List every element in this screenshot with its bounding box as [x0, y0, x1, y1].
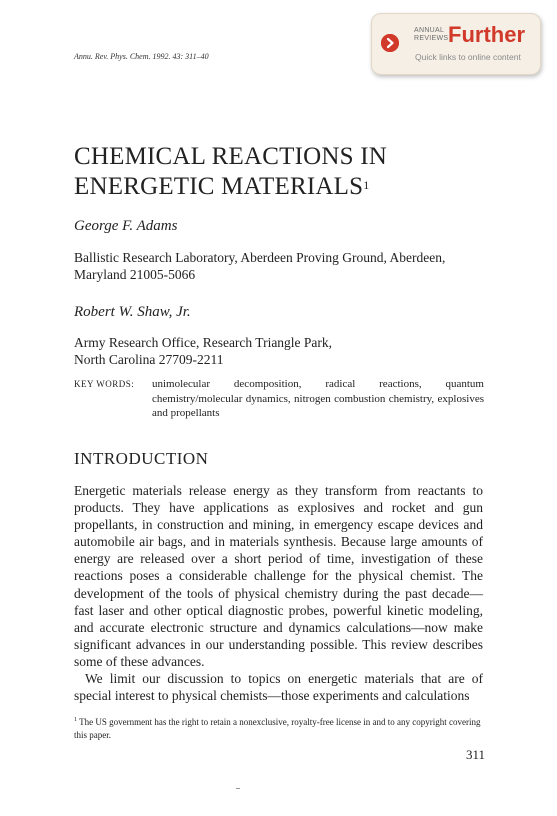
affiliation-line: Ballistic Research Laboratory, Aberdeen Proving Ground, Aberdeen, — [74, 250, 446, 265]
title-line-2 — [74, 172, 494, 202]
title-line-2-text: ENERGETIC MATERIALS — [74, 173, 364, 200]
author-affiliation — [74, 249, 445, 283]
affiliation-line: Army Research Office, Research Triangle Park, — [74, 335, 333, 350]
scan-speck — [236, 788, 240, 789]
badge-tagline[interactable]: Quick links to online content — [415, 52, 521, 62]
further-badge[interactable] — [371, 13, 541, 75]
further-logo-icon — [381, 34, 399, 52]
paragraph: We limit our discussion to topics on energetic materials that are of special interest to physical chemists—those experiments and calculations — [74, 671, 483, 704]
title-line-1: CHEMICAL REACTIONS IN — [74, 143, 387, 170]
page-number: 311 — [466, 747, 486, 762]
author-affiliation — [74, 334, 332, 368]
footnote-text: The US government has the right to retain a nonexclusive, royalty-free license in and to any copyright covering this paper. — [74, 717, 481, 740]
badge-annual-label: ANNUAL — [414, 27, 445, 34]
footnote — [74, 714, 487, 741]
journal-reference: Annu. Rev. Phys. Chem. 1992. 43: 311–40 — [74, 52, 209, 61]
author-name: George F. Adams — [74, 218, 178, 234]
section-heading: INTRODUCTION — [74, 449, 209, 468]
keywords-label: KEY WORDS: — [74, 379, 135, 389]
author-name: Robert W. Shaw, Jr. — [74, 304, 191, 320]
title-footnote-mark[interactable]: 1 — [363, 178, 370, 192]
footnote-mark: 1 — [74, 717, 77, 723]
paragraph: Energetic materials release energy as they transform from reactants to products. They have applications as explosives and rocket and gun propellants, in construction and mining, in emergency escape devices and automobile air bags, and in materials synthesis. Because large amounts of energy are released over a short period of time, investigation of these reactions poses a considerable challenge for the physical chemist. The development of the tools of physical chemistry during the past decade—fast laser and other optical diagnostic probes, powerful kinetic modeling, and accurate electronic structure and dynamics calculations—now make significant advances in our understanding possible. This review describes some of these advances. — [74, 483, 483, 669]
badge-further-label[interactable]: Further — [448, 22, 525, 47]
article-title — [74, 142, 494, 202]
keywords-list: unimolecular decomposition, radical reactions, quantum chemistry/molecular dynamics, nitrogen combustion chemistry, explosives and propellants — [152, 378, 484, 419]
affiliation-line: Maryland 21005-5066 — [74, 267, 196, 282]
affiliation-line: North Carolina 27709-2211 — [74, 352, 224, 367]
badge-reviews-label: REVIEWS — [414, 35, 449, 42]
body-text — [74, 482, 483, 704]
